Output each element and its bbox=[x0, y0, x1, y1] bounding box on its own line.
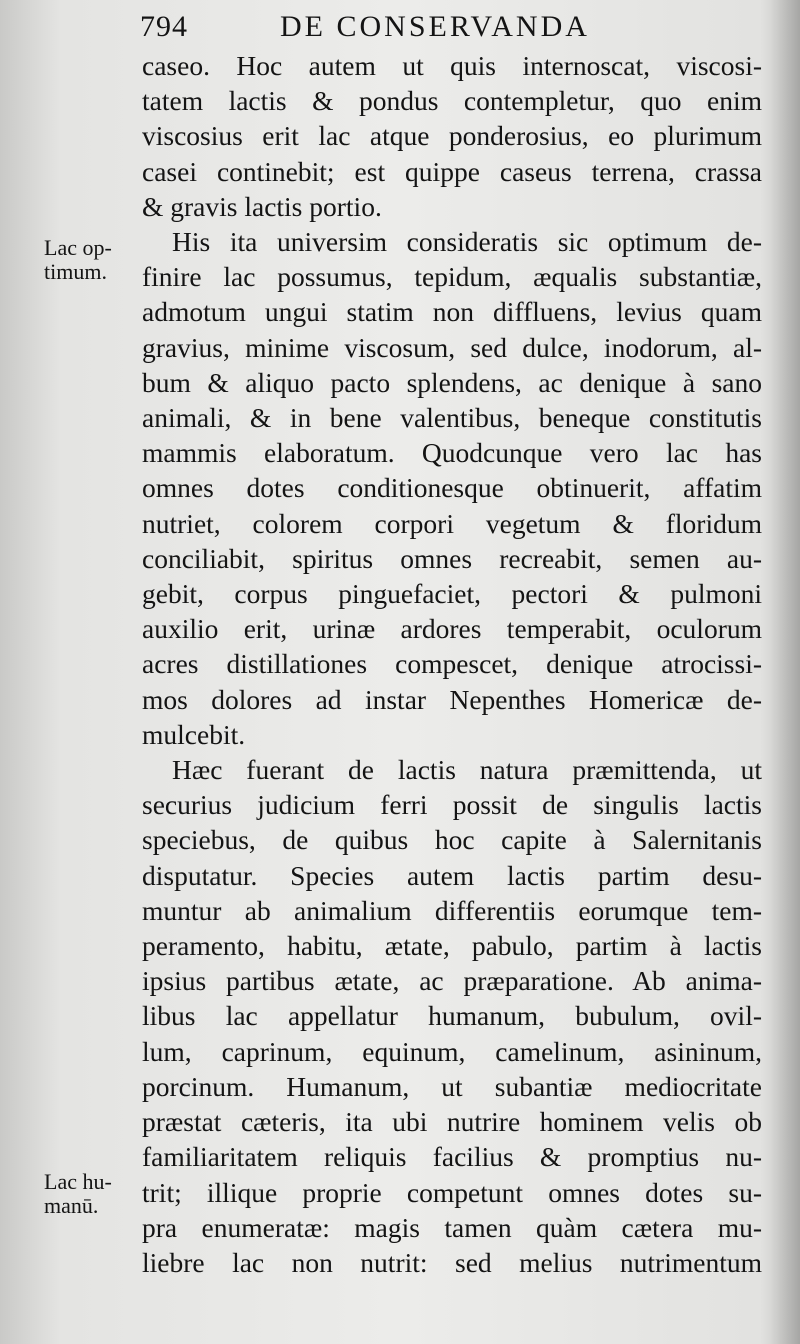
text-line: conciliabit, spiritus omnes recreabit, semen au- bbox=[142, 542, 762, 574]
text-line: tatem lactis & pondus contempletur, quo enim bbox=[142, 85, 762, 117]
text-line: liebre lac non nutrit: sed melius nutrimentum bbox=[142, 1246, 762, 1278]
text-line: trit; illique proprie competunt omnes dotes su- bbox=[142, 1176, 762, 1208]
margin-note-lac-optimum bbox=[44, 236, 136, 284]
running-title: DE CONSERVANDA bbox=[280, 10, 590, 43]
text-line: admotum ungui statim non diffluens, levius quam bbox=[142, 296, 762, 328]
margin-note-line: timum. bbox=[44, 259, 107, 284]
margin-note-line: manū. bbox=[44, 1193, 99, 1218]
text-line: ipsius partibus ætate, ac præparatione. Ab anima- bbox=[142, 965, 762, 997]
text-line: gravius, minime viscosum, sed dulce, inodorum, al- bbox=[142, 331, 762, 363]
text-line: libus lac appellatur humanum, bubulum, ovil- bbox=[142, 1000, 762, 1032]
text-line: & gravis lactis portio. bbox=[142, 190, 382, 222]
text-line: mos dolores ad instar Nepenthes Homericæ de- bbox=[142, 683, 762, 715]
text-line: nutriet, colorem corpori vegetum & floridum bbox=[142, 507, 762, 539]
text-line: mulcebit. bbox=[142, 718, 246, 750]
text-line: lum, caprinum, equinum, camelinum, asininum, bbox=[142, 1035, 762, 1067]
text-line: omnes dotes conditionesque obtinuerit, affatim bbox=[142, 472, 762, 504]
text-line: Hæc fuerant de lactis natura præmittenda, ut bbox=[172, 754, 762, 786]
text-line: acres distillationes compescet, denique atrocissi- bbox=[142, 648, 762, 680]
text-line: disputatur. Species autem lactis partim desu- bbox=[142, 859, 762, 891]
text-line: bum & aliquo pacto splendens, ac denique à sano bbox=[142, 366, 762, 398]
text-line: caseo. Hoc autem ut quis internoscat, viscosi- bbox=[142, 50, 762, 81]
page-number: 794 bbox=[140, 10, 188, 43]
text-line: gebit, corpus pinguefaciet, pectori & pulmoni bbox=[142, 578, 762, 610]
text-line: auxilio erit, urinæ ardores temperabit, oculorum bbox=[142, 613, 762, 645]
text-line: muntur ab animalium differentiis eorumque tem- bbox=[142, 894, 762, 926]
text-line: peramento, habitu, ætate, pabulo, partim à lactis bbox=[142, 930, 762, 962]
text-line: familiaritatem reliquis facilius & promptius nu- bbox=[142, 1141, 762, 1173]
text-line: animali, & in bene valentibus, beneque constitutis bbox=[142, 402, 762, 434]
text-line: His ita universim consideratis sic optimum de- bbox=[172, 226, 762, 258]
text-line: speciebus, de quibus hoc capite à Salernitanis bbox=[142, 824, 762, 856]
page-header bbox=[140, 6, 740, 48]
text-line: casei continebit; est quippe caseus terrena, crassa bbox=[142, 155, 762, 187]
text-line: porcinum. Humanum, ut subantiæ mediocritate bbox=[142, 1070, 762, 1102]
text-line: mammis elaboratum. Quodcunque vero lac has bbox=[142, 437, 762, 469]
text-line: finire lac possumus, tepidum, æqualis substantiæ, bbox=[142, 261, 762, 293]
text-line: securius judicium ferri possit de singulis lactis bbox=[142, 789, 762, 821]
text-line: pra enumeratæ: magis tamen quàm cætera mu- bbox=[142, 1211, 762, 1243]
text-line: viscosius erit lac atque ponderosius, eo plurimum bbox=[142, 120, 762, 152]
page-edge-shadow bbox=[770, 0, 800, 1344]
margin-note-line: Lac hu- bbox=[44, 1169, 112, 1194]
body-text bbox=[142, 48, 762, 1280]
margin-note-line: Lac op- bbox=[44, 235, 112, 260]
text-line: præstat cæteris, ita ubi nutrire hominem velis ob bbox=[142, 1106, 762, 1138]
margin-note-lac-humanum bbox=[44, 1170, 136, 1218]
